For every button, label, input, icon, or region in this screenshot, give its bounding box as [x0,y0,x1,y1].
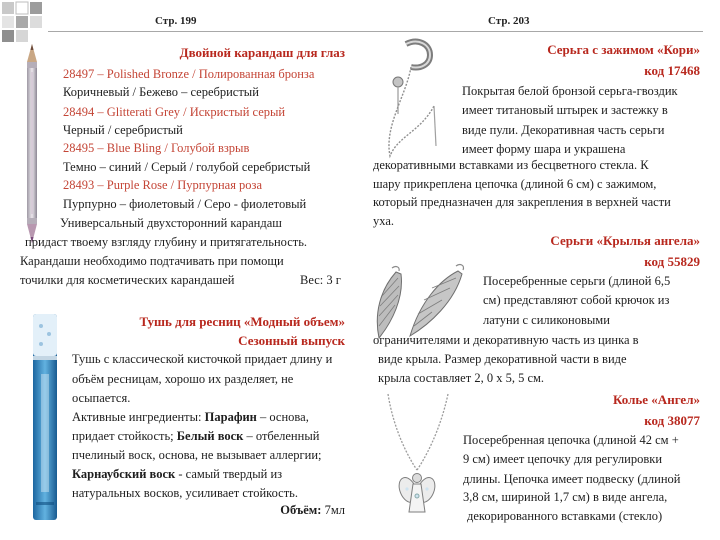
mascara-description-line: объём ресницам, хорошо их разделяет, не [72,372,294,386]
ingredient-carnauba-desc: - самый твердый из [178,467,283,481]
ear-cuff-description-line: виде пули. Декоративная часть серьги [462,123,665,137]
ingredients-label: Активные ингредиенты: [72,410,202,424]
wing-earrings-description-line: крыла составляет 2, 0 х 5, 5 см. [378,371,545,385]
wing-earrings-description-line: см) представляют собой крючок из [483,293,670,307]
ear-cuff-earring-image [376,36,446,161]
ingredient-carnauba-wax: Карнаубский воск [72,467,176,481]
ear-cuff-description-line: имеет форму шара и украшена [462,142,626,156]
ear-cuff-description-line: декоративными вставками из бесцветного стекла. К [373,158,649,172]
volume-value: 7мл [324,503,345,517]
ear-cuff-description-line: Покрытая белой бронзой серьга-гвоздик [462,84,678,98]
ingredients-line [72,467,282,482]
ingredient-paraffin-desc: – основа, [260,410,309,424]
eye-pencil-image [16,42,48,247]
ear-cuff-description-line: шару прикреплена цепочка (длиной 6 см) с зажимом, [373,177,657,191]
corner-squares-decoration [0,0,54,46]
shade-colors-line: Коричневый / Бежево – серебристый [63,85,259,99]
angel-necklace-description-line: 9 см) имеет цепочку для регулировки [463,452,663,466]
right-page-number: Стр. 203 [488,15,530,27]
ingredient-white-wax-desc: – отбеленный [246,429,320,443]
shade-code-line: 28495 – Blue Bling / Голубой взрыв [63,141,250,155]
ear-cuff-description-line: который предназначен для закрепления в верхней части [373,195,671,209]
ear-cuff-code: код 17468 [644,63,700,78]
wing-earrings-description-line: ограничителями и декоративную часть из цинка в [373,333,639,347]
shade-code-line: 28493 – Purple Rose / Пурпурная роза [63,178,263,192]
ingredient-white-wax: Белый воск [176,429,244,443]
left-page-number: Стр. 199 [155,15,197,27]
angel-necklace-description-line: Посеребренная цепочка (длиной 42 см + [463,433,679,447]
ear-cuff-title: Серьга с зажимом «Кори» [547,42,700,57]
angel-wing-earrings-image [370,262,475,342]
pencil-description-line: придаст твоему взгляду глубину и притягательность. [25,235,308,249]
angel-necklace-title: Колье «Ангел» [613,392,700,407]
pencil-weight: Вес: 3 г [300,273,341,287]
mascara-description-line: осыпается. [72,391,131,405]
pencil-description-line: Карандаши необходимо подтачивать при помощи [20,254,284,268]
mascara-tube-image [26,312,64,524]
mascara-description-line: Тушь с классической кисточкой придает длину и [72,352,333,366]
ingredients-line [72,429,319,444]
wing-earrings-description-line: виде крыла. Размер декоративной части в виде [378,352,627,366]
mascara-volume [280,503,345,518]
wing-earrings-code: код 55829 [644,254,700,269]
shade-code-line: 28494 – Glitterati Grey / Искристый серый [63,105,286,119]
ingredients-line: натуральных восков, усиливает стойкость. [72,486,298,500]
angel-necklace-code: код 38077 [644,413,700,428]
wing-earrings-description-line: Посеребренные серьги (длиной 6,5 [483,274,671,288]
ingredients-line: пчелиный воск, основа, не вызывает аллергии; [72,448,322,462]
angel-necklace-description-line: декорированного вставками (стекло) [467,509,663,523]
ear-cuff-description-line: имеет титановый штырек и застежку в [462,103,668,117]
angel-necklace-description-line: 3,8 см, шириной 1,7 см) в виде ангела, [463,490,668,504]
mascara-title: Тушь для ресниц «Модный объем» [139,314,345,329]
shade-colors-line: Пурпурно – фиолетовый / Серо - фиолетовый [63,197,307,211]
angel-necklace-description-line: длины. Цепочка имеет подвеску (длиной [463,472,681,486]
header-divider [48,31,703,32]
ear-cuff-description-line: уха. [373,214,395,228]
shade-code-line: 28497 – Polished Bronze / Полированная бронза [63,67,315,81]
pencil-description-line: точилки для косметических карандашей [20,273,235,287]
pencil-description-line: Универсальный двухсторонний карандаш [60,216,282,230]
volume-label: Объём: [280,503,322,517]
shade-colors-line: Черный / серебристый [63,123,183,137]
ingredient-paraffin: Парафин [204,410,257,424]
pencil-title: Двойной карандаш для глаз [179,45,345,60]
shade-colors-line: Темно – синий / Серый / голубой серебристый [63,160,311,174]
angel-necklace-image [380,392,455,522]
ingredient-text: придает стойкость; [72,429,174,443]
mascara-subtitle: Сезонный выпуск [238,333,345,348]
wing-earrings-description-line: латуни с силиконовыми [483,313,610,327]
ingredients-line [72,410,309,425]
wing-earrings-title: Серьги «Крылья ангела» [550,233,700,248]
